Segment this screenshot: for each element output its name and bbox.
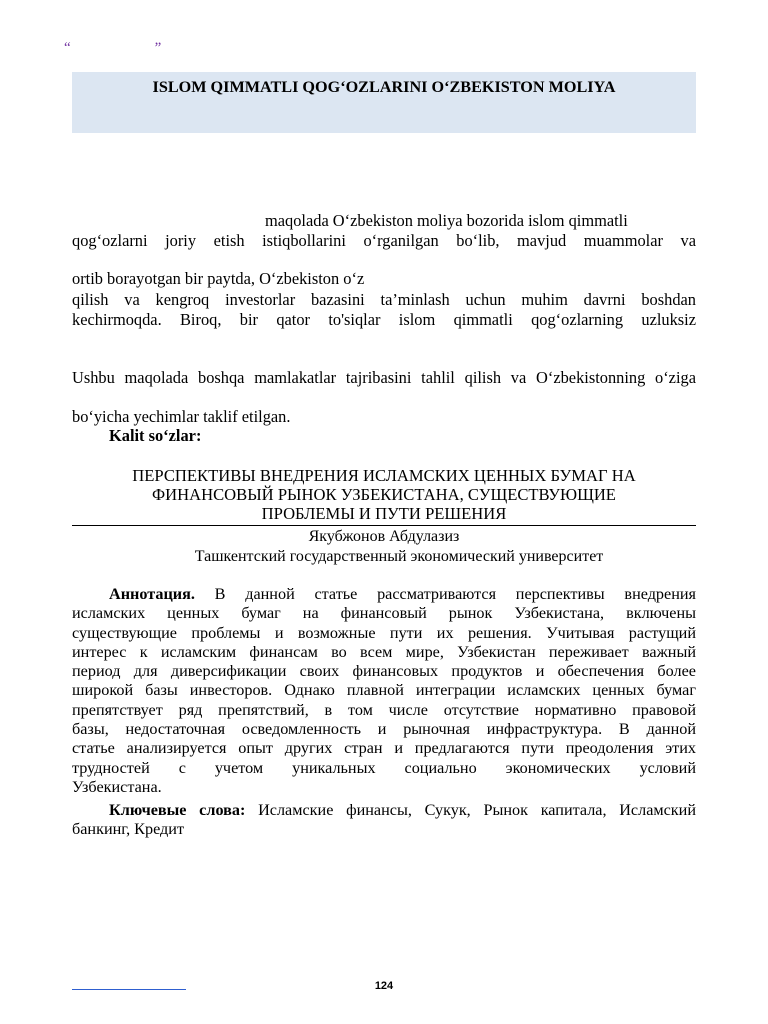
page-title: ISLOM QIMMATLI QOG‘OZLARINI O‘ZBEKISTON MOLIYA bbox=[152, 78, 616, 96]
uz-abstract-line-6: Ushbu maqolada boshqa mamlakatlar tajribasini tahlil qilish va O‘zbekistonning o‘ziga bbox=[72, 368, 696, 387]
page-number: 124 bbox=[374, 980, 394, 992]
author-affiliation: Ташкентский государственный экономический университет bbox=[194, 548, 604, 565]
ru-abstract-line-2: исламских ценных бумаг на финансовый рынок Узбекистана, включены bbox=[72, 604, 696, 623]
ru-abstract-line-7: препятствует ряд препятствий, в том числе отсутствие нормативно правовой bbox=[72, 700, 696, 719]
uz-keywords-label: Kalit so‘zlar: bbox=[109, 426, 202, 445]
ru-abstract-first-line: В данной статье рассматриваются перспективы внедрения bbox=[194, 585, 696, 603]
ru-title-line-2: ФИНАНСОВЫЙ РЫНОК УЗБЕКИСТАНА, СУЩЕСТВУЮЩИЕ bbox=[152, 485, 616, 504]
ru-abstract-line-3: существующие проблемы и возможные пути их решения. Учитывая растущий bbox=[72, 623, 696, 642]
ru-abstract-line-4: интерес к исламским финансам во всем мире, Узбекистан переживает важный bbox=[72, 642, 696, 661]
ru-abstract-line-11: Узбекистана. bbox=[72, 777, 162, 796]
open-quote: “ bbox=[64, 40, 71, 56]
ru-abstract-line-9: статье анализируется опыт других стран и предлагаются пути преодоления этих bbox=[72, 739, 696, 758]
uz-abstract-line-5: kechirmoqda. Biroq, bir qator to'siqlar islom qimmatli qog‘ozlarning uzluksiz bbox=[72, 310, 696, 329]
ru-keywords-label: Ключевые слова: bbox=[109, 801, 246, 819]
uz-abstract-line-3: ortib borayotgan bir paytda, O‘zbekiston o‘z bbox=[72, 269, 365, 288]
header-quotes bbox=[64, 40, 161, 57]
ru-keywords-list: Исламские финансы, Сукук, Рынок капитала, Исламский bbox=[245, 801, 696, 819]
ru-keywords bbox=[72, 801, 696, 840]
uz-abstract-line-2: qog‘ozlarni joriy etish istiqbollarini o‘rganilgan bo‘lib, mavjud muammolar va bbox=[72, 231, 696, 250]
ru-abstract-label: Аннотация. bbox=[109, 585, 195, 603]
title-band bbox=[72, 72, 696, 133]
ru-abstract-line-10: трудностей с учетом уникальных социально экономических условий bbox=[72, 758, 696, 777]
ru-title bbox=[72, 466, 696, 523]
ru-title-line-3: ПРОБЛЕМЫ И ПУТИ РЕШЕНИЯ bbox=[261, 504, 507, 523]
ru-keywords-line-2: банкинг, Кредит bbox=[72, 820, 185, 839]
author-name: Якубжонов Абдулазиз bbox=[308, 528, 460, 545]
ru-abstract-line-1 bbox=[72, 585, 696, 604]
ru-abstract-line-6: широкой базы инвесторов. Однако плавной интеграции исламских ценных бумаг bbox=[72, 681, 696, 700]
close-quote: ” bbox=[154, 40, 162, 56]
uz-abstract-line-7: bo‘yicha yechimlar taklif etilgan. bbox=[72, 407, 291, 426]
uz-abstract-line-4: qilish va kengroq investorlar bazasini ta’minlash uchun muhim davrni boshdan bbox=[72, 290, 696, 309]
ru-keywords-line-1 bbox=[72, 801, 696, 820]
ru-title-line-1: ПЕРСПЕКТИВЫ ВНЕДРЕНИЯ ИСЛАМСКИХ ЦЕННЫХ БУМАГ НА bbox=[132, 466, 636, 485]
ru-abstract-line-8: базы, недостаточная осведомленность и рыночная инфраструктура. В данной bbox=[72, 720, 696, 739]
ru-abstract bbox=[72, 585, 696, 797]
uz-abstract-line-1: maqolada O‘zbekiston moliya bozorida islom qimmatli bbox=[265, 211, 628, 230]
ru-abstract-line-5: период для диверсификации своих финансовых продуктов и обеспечения более bbox=[72, 662, 696, 681]
title-divider bbox=[72, 525, 696, 526]
